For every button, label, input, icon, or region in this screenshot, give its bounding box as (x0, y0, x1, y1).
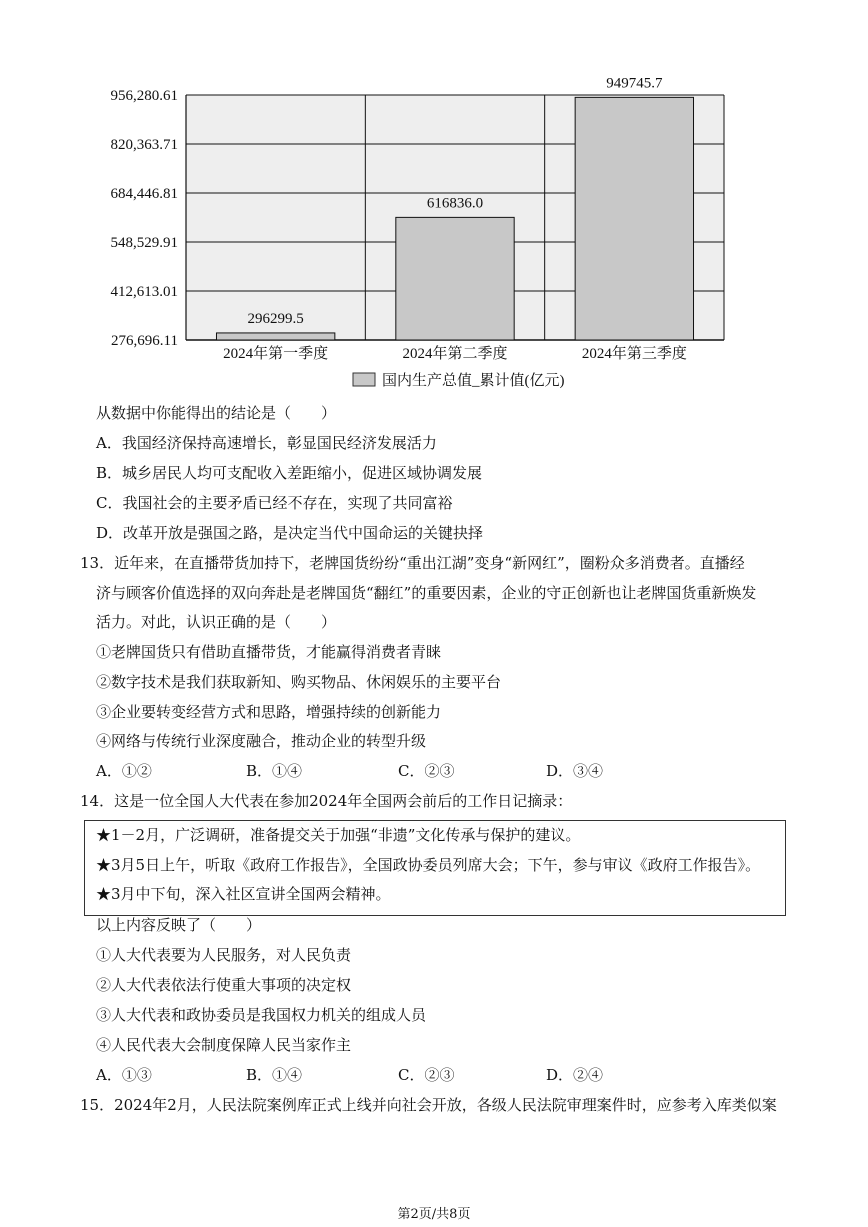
data-label-2: 616836.0 (426, 195, 484, 212)
category-label-1: 2024年第一季度 (223, 346, 329, 362)
q12-option-a: A．我国经济保持高速增长，彰显国民经济发展活力 (96, 434, 437, 452)
q15-stem: 15．2024年2月，人民法院案例库正式上线并向社会开放，各级人民法院审理案件时，应参考入库类似案 (80, 1096, 777, 1114)
q14-choice-c: C．②③ (398, 1066, 455, 1084)
q14-statement-1: ①人大代表要为人民服务，对人民负责 (96, 946, 352, 964)
q14-choice-a: A．①③ (96, 1066, 152, 1084)
legend-swatch (353, 373, 375, 386)
y-tick-label: 276,696.11 (111, 333, 178, 349)
diary-entry-2: ★3月5日上午，听取《政府工作报告》，全国政协委员列席大会；下午，参与审议《政府工作报告》。 (96, 856, 761, 874)
page-number: 第2页/共8页 (397, 1207, 471, 1222)
diary-entry-3: ★3月中下旬，深入社区宣讲全国两会精神。 (96, 885, 391, 903)
q13-choice-d: D．③④ (546, 762, 604, 780)
legend-label: 国内生产总值_累计值(亿元) (382, 373, 565, 389)
data-label-3: 949745.7 (606, 75, 663, 92)
q12-option-d: D．改革开放是强国之路，是决定当代中国命运的关键抉择 (96, 524, 484, 542)
q13-stem-line-3: 活力。对此，认识正确的是（ ） (96, 613, 337, 631)
y-tick-label: 548,529.91 (110, 235, 178, 251)
q14-choice-d: D．②④ (546, 1066, 604, 1084)
chart-category-labels (223, 344, 687, 362)
q13-statement-1: ①老牌国货只有借助直播带货，才能赢得消费者青睐 (96, 643, 442, 661)
q13-stem-line-2: 济与顾客价值选择的双向奔赴是老牌国货“翻红”的重要因素，企业的守正创新也让老牌国货重新焕发 (96, 584, 757, 602)
q13-choice-c: C．②③ (398, 762, 455, 780)
gdp-bar-chart (90, 60, 750, 395)
q14-statement-4: ④人民代表大会制度保障人民当家作主 (96, 1036, 352, 1054)
data-label-1: 296299.5 (247, 310, 304, 327)
q14-choice-b: B．①④ (246, 1066, 303, 1084)
y-tick-label: 684,446.81 (110, 186, 178, 202)
bar-1 (216, 333, 334, 340)
y-tick-label: 820,363.71 (110, 137, 178, 153)
y-tick-label: 956,280.61 (110, 88, 178, 104)
q12-option-b: B．城乡居民人均可支配收入差距缩小，促进区域协调发展 (96, 464, 483, 482)
q12-option-c: C．我国社会的主要矛盾已经不存在，实现了共同富裕 (96, 494, 453, 512)
bar-3 (575, 97, 693, 340)
q13-statement-4: ④网络与传统行业深度融合，推动企业的转型升级 (96, 732, 427, 750)
q13-statement-2: ②数字技术是我们获取新知、购买物品、休闲娱乐的主要平台 (96, 673, 502, 691)
category-label-2: 2024年第二季度 (402, 346, 508, 362)
q14-statement-3: ③人大代表和政协委员是我国权力机关的组成人员 (96, 1006, 427, 1024)
chart-y-tick-labels (111, 88, 179, 349)
diary-entry-1: ★1－2月，广泛调研，准备提交关于加强“非遗”文化传承与保护的建议。 (96, 826, 581, 844)
bar-2 (396, 217, 514, 340)
category-label-3: 2024年第三季度 (581, 346, 687, 362)
q14-stem: 14．这是一位全国人大代表在参加2024年全国两会前后的工作日记摘录： (80, 792, 573, 810)
q12-stem: 从数据中你能得出的结论是（ ） (96, 404, 337, 422)
q14-statement-2: ②人大代表依法行使重大事项的决定权 (96, 976, 352, 994)
q13-stem-line-1: 13．近年来，在直播带货加持下，老牌国货纷纷“重出江湖”变身“新网红”，圈粉众多消费者。直播经 (80, 554, 745, 572)
q13-statement-3: ③企业要转变经营方式和思路，增强持续的创新能力 (96, 703, 442, 721)
y-tick-label: 412,613.01 (110, 284, 178, 300)
q13-choice-b: B．①④ (246, 762, 303, 780)
q13-choice-a: A．①② (96, 762, 152, 780)
q14-question: 以上内容反映了（ ） (96, 916, 262, 934)
